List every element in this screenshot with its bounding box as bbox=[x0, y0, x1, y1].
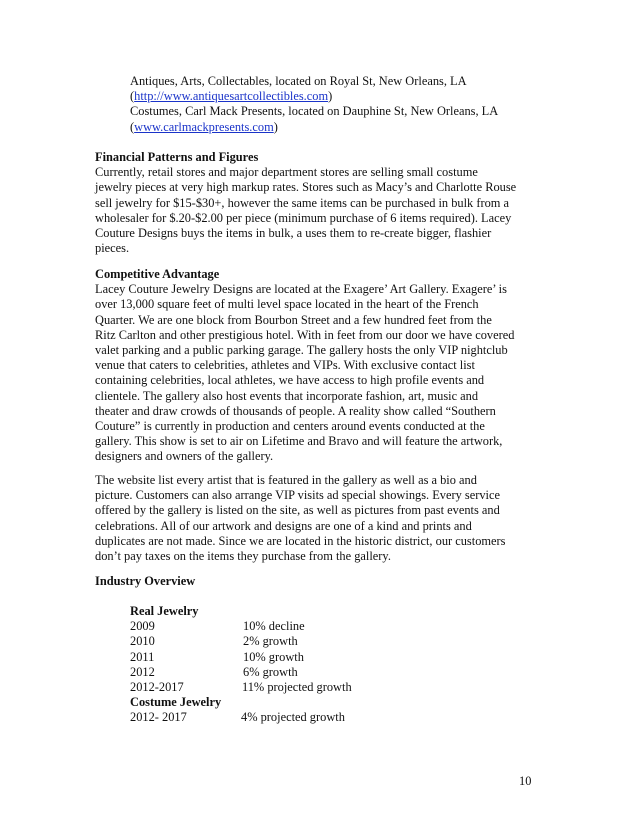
competitive-section bbox=[95, 267, 555, 465]
industry-row bbox=[130, 710, 550, 725]
industry-year: 2010 bbox=[130, 634, 155, 649]
real-jewelry-heading: Real Jewelry bbox=[130, 604, 199, 618]
paragraph-line: clientele. The gallery also host events that incorporate fashion, art, music and bbox=[95, 388, 479, 403]
industry-value: 10% decline bbox=[243, 619, 305, 634]
industry-value: 11% projected growth bbox=[242, 679, 352, 694]
industry-value: 6% growth bbox=[243, 664, 298, 679]
industry-row bbox=[130, 634, 550, 649]
industry-row bbox=[130, 650, 550, 665]
industry-year: 2011 bbox=[130, 649, 155, 664]
paragraph-line: jewelry pieces at very high markup rates. Stores such as Macy’s and Charlotte Rouse bbox=[95, 180, 517, 195]
paragraph-line: over 13,000 square feet of multi level space located in the heart of the French bbox=[95, 297, 479, 312]
costume-jewelry-heading: Costume Jewelry bbox=[130, 695, 222, 710]
industry-heading: Industry Overview bbox=[95, 574, 196, 588]
paragraph-line: sell jewelry for $15-$30+, however the same items can be purchased in bulk from a bbox=[95, 195, 510, 210]
carlmack-link[interactable]: www.carlmackpresents.com bbox=[134, 119, 274, 134]
industry-table bbox=[130, 604, 550, 726]
antiques-link[interactable]: http://www.antiquesartcollectibles.com bbox=[134, 89, 329, 104]
source-antiques-text: Antiques, Arts, Collectables, located on Royal St, New Orleans, LA bbox=[130, 74, 467, 88]
paragraph-line: don’t pay taxes on the items they purchase from the gallery. bbox=[95, 549, 391, 564]
industry-row bbox=[130, 619, 550, 634]
paragraph-line: picture. Customers can also arrange VIP visits ad special showings. Every service bbox=[95, 488, 501, 503]
paragraph-line: wholesaler for $.20-$2.00 per piece (minimum purchase of 6 items required). Lacey bbox=[95, 210, 512, 225]
paragraph-line: offered by the gallery is listed on the site, as well as pictures from past events and bbox=[95, 503, 500, 518]
paragraph-line: gallery. This show is set to air on Lifetime and Bravo and will feature the artwork, bbox=[95, 434, 503, 449]
source-costumes-link-line: (www.carlmackpresents.com) bbox=[130, 119, 278, 134]
website-section bbox=[95, 473, 555, 564]
source-antiques-link-line: (http://www.antiquesartcollectibles.com) bbox=[130, 89, 333, 104]
paragraph-line: venue that caters to celebrities, athletes and VIPs. With exclusive contact list bbox=[95, 358, 475, 373]
paragraph-line: The website list every artist that is featured in the gallery as well as a bio and bbox=[95, 473, 477, 487]
competitive-heading: Competitive Advantage bbox=[95, 267, 220, 281]
paragraph-line: Quarter. We are one block from Bourbon Street and a few hundred feet from the bbox=[95, 312, 492, 327]
paragraph-line: Couture” is currently in production and centers around events conducted at the bbox=[95, 419, 485, 434]
paragraph-line: Currently, retail stores and major department stores are selling small costume bbox=[95, 165, 478, 180]
paragraph-line: Couture Designs buys the items in bulk, a uses them to re-create bigger, flashier bbox=[95, 226, 492, 241]
industry-value: 2% growth bbox=[243, 634, 298, 649]
industry-value: 10% growth bbox=[243, 649, 304, 664]
page-number: 10 bbox=[519, 774, 532, 788]
sources-block bbox=[130, 74, 550, 135]
source-costumes-text: Costumes, Carl Mack Presents, located on Dauphine St, New Orleans, LA bbox=[130, 104, 499, 119]
industry-year: 2009 bbox=[130, 619, 155, 634]
industry-year: 2012 bbox=[130, 664, 155, 679]
industry-row bbox=[130, 680, 550, 695]
paragraph-line: Ritz Carlton and other prestigious hotel. With in feet from our door we have covered bbox=[95, 327, 515, 342]
industry-value: 4% projected growth bbox=[241, 710, 345, 725]
paragraph-line: valet parking and a public parking garage. The gallery hosts the only VIP nightclub bbox=[95, 343, 508, 358]
industry-year: 2012-2017 bbox=[130, 679, 184, 694]
paragraph-line: duplicates are not made. Since we are located in the historic district, our customers bbox=[95, 533, 506, 548]
paragraph-line: containing celebrities, local athletes, we have access to high profile events and bbox=[95, 373, 485, 388]
paragraph-line: celebrations. All of our artwork and designs are one of a kind and prints and bbox=[95, 518, 472, 533]
paragraph-line: theater and draw crowds of thousands of people. A reality show called “Southern bbox=[95, 403, 496, 418]
financial-heading: Financial Patterns and Figures bbox=[95, 150, 259, 164]
paragraph-line: pieces. bbox=[95, 241, 130, 256]
industry-section bbox=[95, 574, 555, 589]
industry-row bbox=[130, 665, 550, 680]
financial-section bbox=[95, 150, 555, 256]
paragraph-line: designers and owners of the gallery. bbox=[95, 449, 274, 464]
paragraph-line: Lacey Couture Jewelry Designs are located at the Exagere’ Art Gallery. Exagere’ is bbox=[95, 282, 507, 297]
industry-year: 2012- 2017 bbox=[130, 710, 187, 725]
